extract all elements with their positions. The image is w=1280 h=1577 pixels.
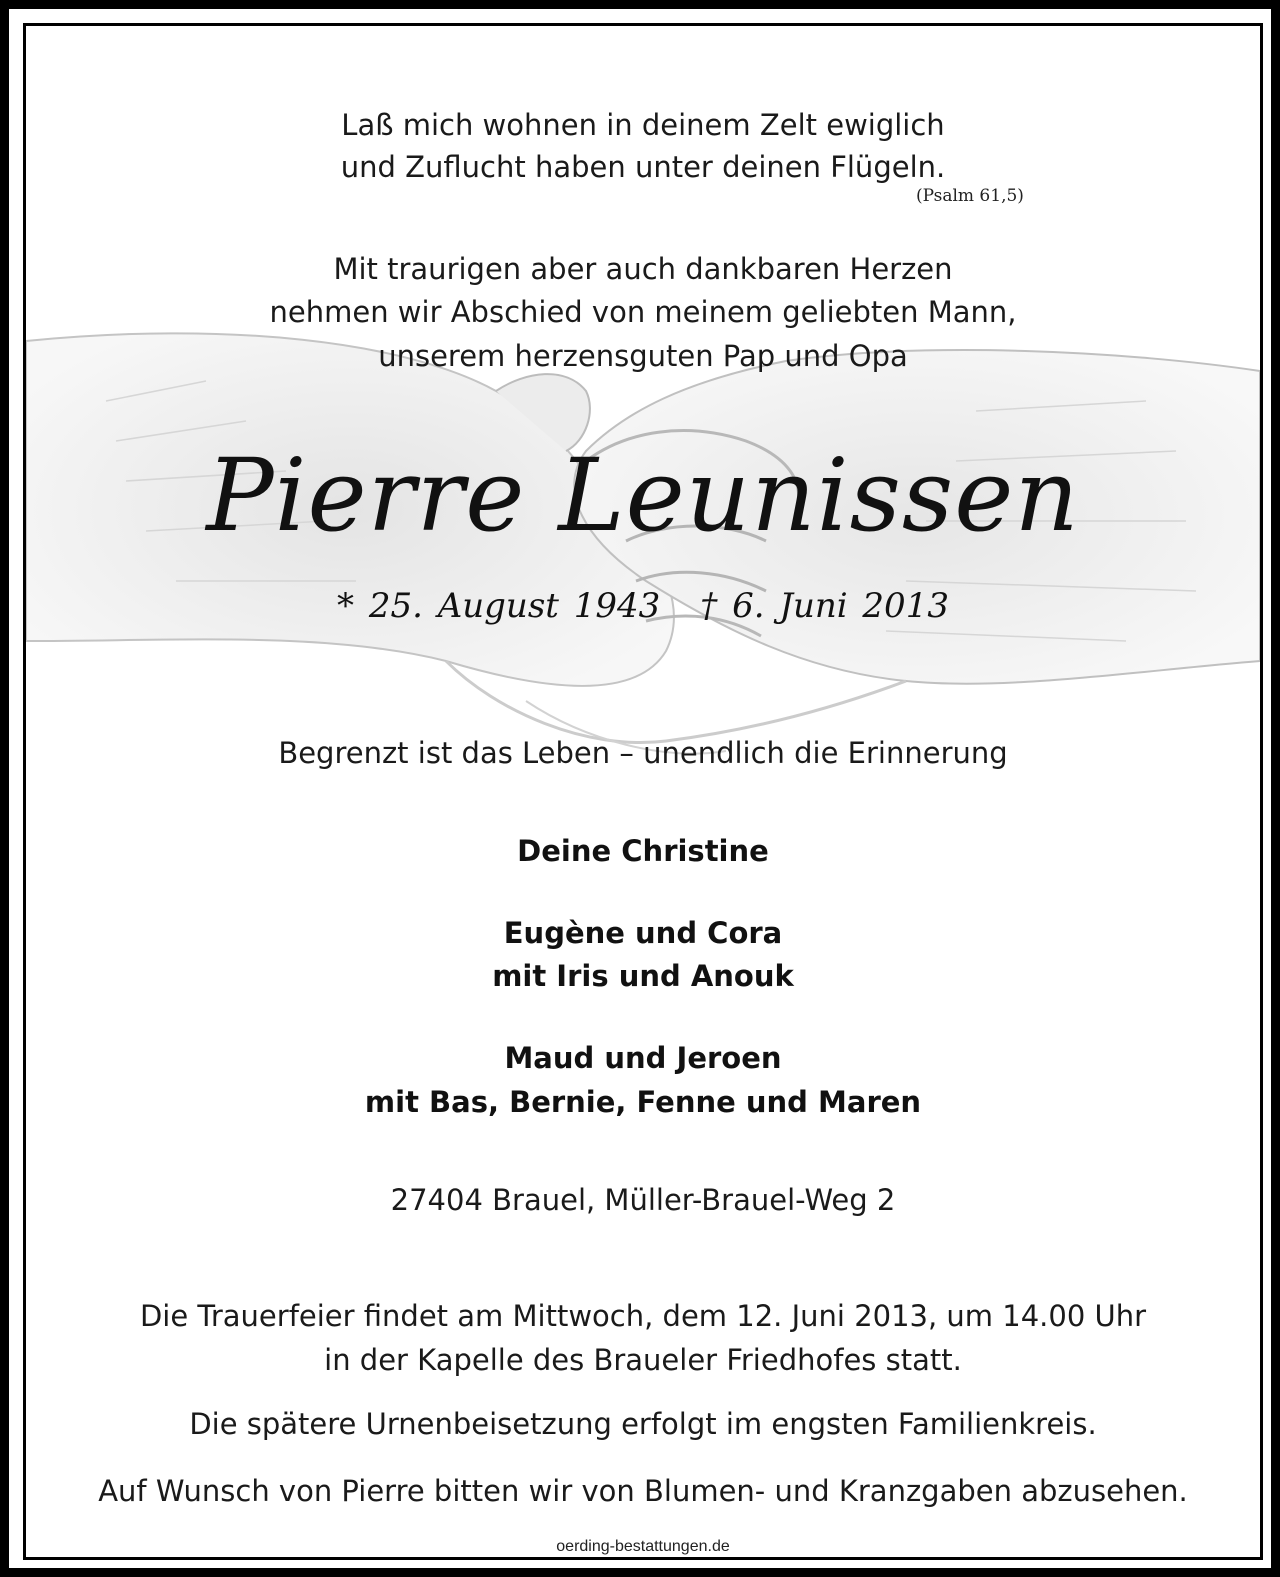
address: 27404 Brauel, Müller-Brauel-Weg 2 [390, 1183, 896, 1217]
deceased-name: Pierre Leunissen [206, 437, 1080, 554]
verse-source: (Psalm 61,5) [916, 186, 1024, 206]
verse-line-1: Laß mich wohnen in deinem Zelt ewiglich [341, 108, 945, 142]
notice-inner-frame [23, 23, 1263, 1560]
ceremony-line-1: Die Trauerfeier findet am Mittwoch, dem 12. Juni 2013, um 14.00 Uhr [139, 1299, 1147, 1333]
urn-note: Die spätere Urnenbeisetzung erfolgt im engsten Familienkreis. [189, 1407, 1097, 1441]
family-wife: Deine Christine [517, 834, 769, 868]
motto: Begrenzt ist das Leben – unendlich die Erinnerung [278, 736, 1008, 770]
family-group1-line2: mit Iris und Anouk [492, 959, 794, 993]
intro-line-2: nehmen wir Abschied von meinem geliebten Mann, [269, 295, 1017, 329]
family-group2-line1: Maud und Jeroen [504, 1041, 782, 1075]
verse-line-2: und Zuflucht haben unter deinen Flügeln. [340, 150, 946, 184]
intro-line-3: unserem herzensguten Pap und Opa [378, 339, 908, 373]
footer-website: oerding-bestattungen.de [556, 1538, 730, 1555]
flowers-note: Auf Wunsch von Pierre bitten wir von Blumen- und Kranzgaben abzusehen. [98, 1474, 1188, 1508]
family-group1-line1: Eugène und Cora [503, 916, 783, 950]
death-date: † 6. Juni 2013 [700, 586, 949, 626]
birth-date: * 25. August 1943 [337, 586, 661, 626]
intro-line-1: Mit traurigen aber auch dankbaren Herzen [333, 252, 953, 286]
ceremony-line-2: in der Kapelle des Braueler Friedhofes statt. [324, 1343, 962, 1377]
family-group2-line2: mit Bas, Bernie, Fenne und Maren [364, 1085, 922, 1119]
life-dates [26, 584, 1260, 628]
